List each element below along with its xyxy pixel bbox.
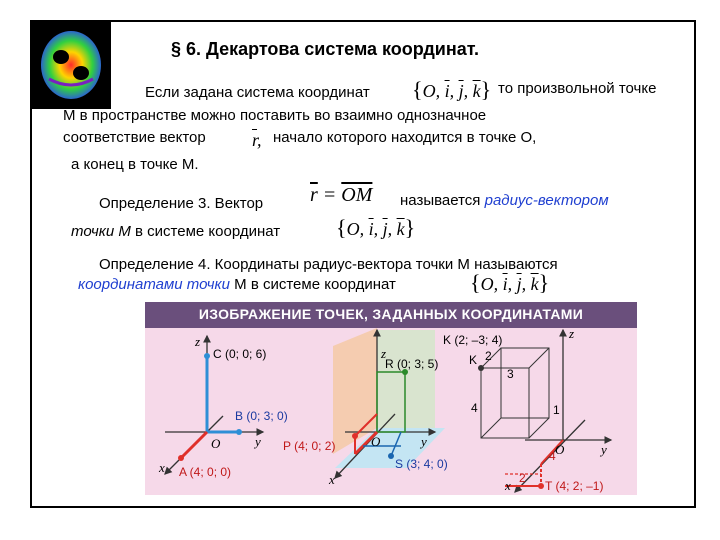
left-a-segment — [181, 432, 207, 458]
middle-x-label: x — [329, 472, 335, 487]
para1-line1: Если задана система координат — [145, 84, 370, 101]
middle-diagram — [283, 328, 448, 487]
label-c: C (0; 0; 6) — [213, 347, 267, 361]
para1-line3a: соответствие вектор — [63, 129, 206, 146]
point-b — [236, 429, 242, 435]
num-4: 4 — [471, 401, 478, 415]
num-2: 2 — [485, 349, 492, 363]
point-a — [178, 455, 184, 461]
right-z-label: z — [569, 328, 575, 341]
yz-plane — [377, 330, 435, 428]
vector-r-formula: $\overline{r}$, — [252, 130, 262, 150]
right-y-label: y — [601, 442, 607, 457]
label-k: K (2; –3; 4) — [443, 333, 503, 347]
def3-start: Определение 3. Вектор — [99, 195, 264, 212]
torus-logo-icon — [31, 21, 111, 109]
right-diagram — [443, 328, 611, 493]
middle-y-label: y — [421, 434, 427, 449]
para1-line3b: начало которого находится в точке O, — [273, 129, 537, 146]
point-c — [204, 353, 210, 359]
label-a: A (4; 0; 0) — [179, 465, 232, 479]
def4-line1: Определение 4. Координаты радиус-вектора точки M называются — [99, 256, 558, 273]
label-b: B (0; 3; 0) — [235, 409, 288, 423]
figure-header — [145, 302, 637, 328]
para1-line2: M в пространстве можно поставить во взаимно однозначное — [63, 107, 487, 124]
left-diagram — [158, 334, 288, 479]
point-p — [352, 433, 358, 439]
coordinates-figure — [145, 302, 637, 495]
page-title: § 6. Декартова система координат. — [171, 39, 479, 59]
point-k — [478, 365, 484, 371]
left-y-label: y — [255, 434, 261, 449]
label-r: R (0; 3; 5) — [385, 357, 439, 371]
basis-formula-3: {O, $\overline{i}$, $\overline{j}$, $\overline{k}$} — [470, 270, 550, 295]
label-s: S (3; 4; 0) — [395, 457, 448, 471]
para1-line1-end: то произвольной точке — [498, 80, 657, 97]
figure-title: ИЗОБРАЖЕНИЕ ТОЧЕК, ЗАДАННЫХ КООРДИНАТАМИ — [198, 306, 584, 322]
left-o-label: O — [211, 436, 221, 451]
def4-line2: координатами точки M в системе координат — [78, 276, 396, 293]
right-o-label: O — [555, 442, 565, 457]
num-4b: 4 — [549, 449, 556, 463]
label-k-letter: K — [469, 353, 478, 367]
def3-end: называется радиус-вектором — [400, 192, 609, 209]
num-1: 1 — [553, 403, 560, 417]
k-box-front — [481, 368, 529, 438]
label-t: T (4; 2; –1) — [545, 479, 604, 493]
num-2b: 2 — [519, 471, 526, 485]
def3-formula: $\overline{r} = \overline{OM}$ — [310, 184, 373, 206]
basis-formula-1: {O, $\overline{i}$, $\overline{j}$, $\overline{k}$} — [412, 77, 492, 102]
def3-line2: точки M в системе координат — [71, 223, 281, 240]
point-t — [538, 483, 544, 489]
label-p: P (4; 0; 2) — [283, 439, 336, 453]
right-x-label: x — [505, 478, 511, 493]
point-s — [388, 453, 394, 459]
k-box-back — [501, 348, 549, 418]
left-z-label: z — [195, 334, 201, 349]
figure-drawing — [145, 328, 637, 495]
basis-formula-2: {O, $\overline{i}$, $\overline{j}$, $\overline{k}$} — [336, 215, 416, 240]
para1-line4: а конец в точке M. — [71, 156, 199, 173]
left-x-label: x — [159, 460, 165, 475]
num-3: 3 — [507, 367, 514, 381]
middle-o-label: O — [371, 434, 381, 449]
middle-z-label: z — [381, 346, 387, 361]
